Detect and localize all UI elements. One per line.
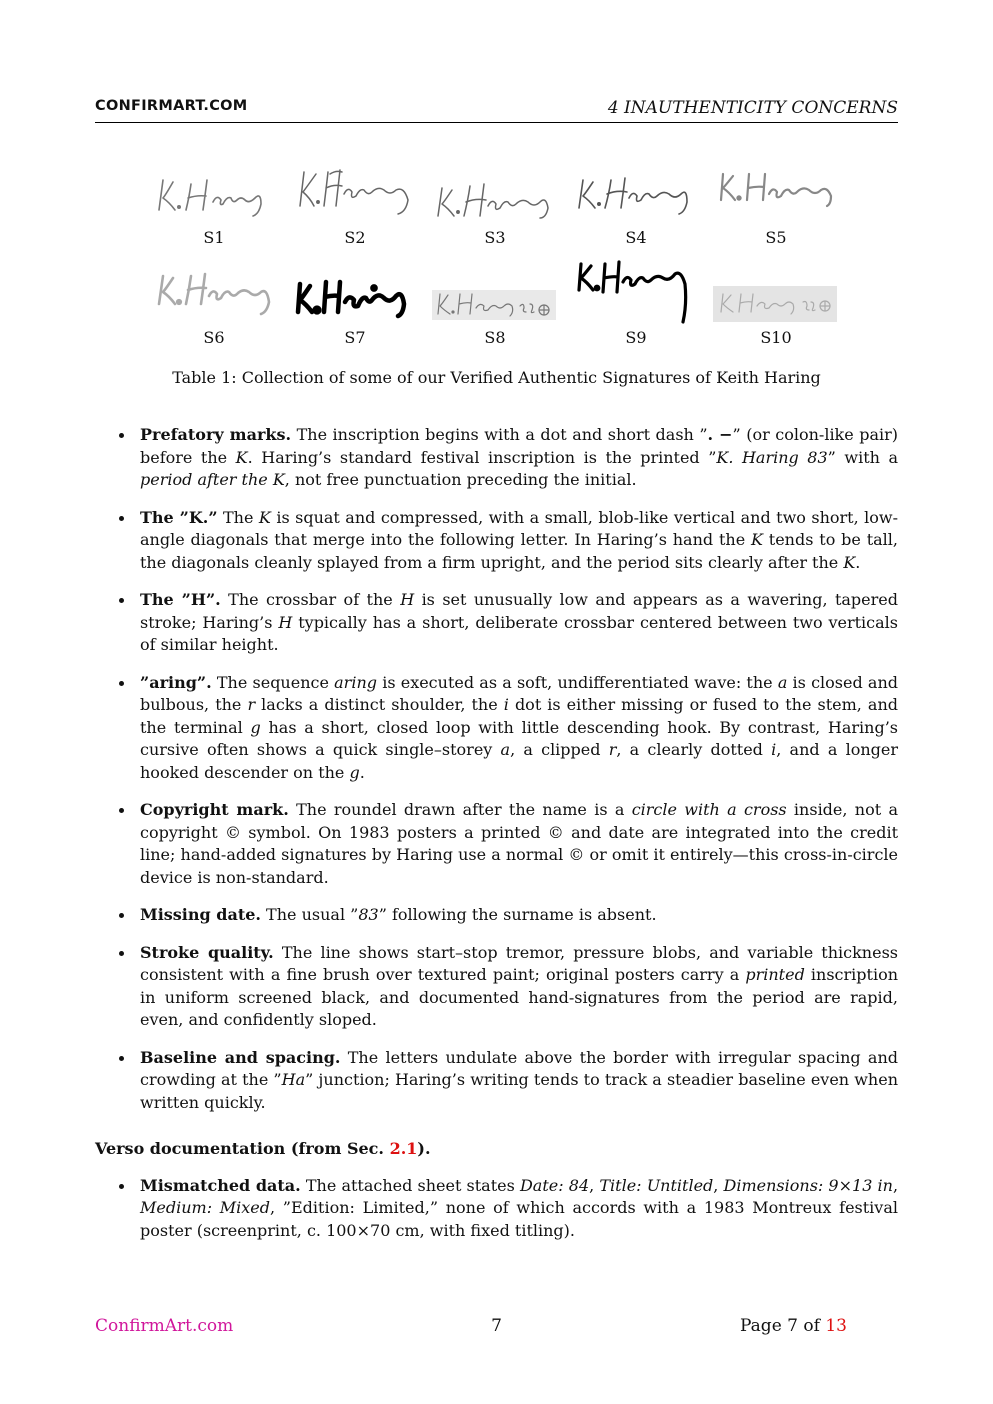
item-text: The sequence	[211, 672, 335, 692]
signature-image	[430, 260, 560, 324]
signature-cell	[567, 260, 705, 347]
signature-label: S1	[203, 228, 225, 247]
item-text: g	[349, 762, 360, 782]
signature-cell	[286, 160, 424, 247]
list-item	[95, 672, 898, 785]
signature-cell	[567, 160, 705, 247]
item-text: r	[247, 695, 256, 714]
item-text: ” with a	[827, 447, 898, 467]
signature-label: S8	[484, 328, 506, 347]
item-text: r	[608, 740, 617, 759]
signature-cell	[286, 260, 424, 347]
item-text: ,	[713, 1175, 724, 1195]
item-title: Mismatched data.	[140, 1175, 301, 1195]
item-text: has a short, closed loop with little descending hook. By contrast, Haring’s cursive often shows a quick single–storey	[140, 717, 899, 759]
section-title: 4 INAUTHENTICITY CONCERNS	[607, 98, 898, 118]
item-text: dot is either missing or fused to the stem, and the terminal	[140, 695, 899, 737]
item-text: lacks a distinct shoulder, the	[255, 695, 504, 714]
page-count-prefix: Page 7 of	[740, 1316, 826, 1336]
signature-cell	[145, 160, 283, 247]
item-text: The inscription begins with a dot and short dash ”	[291, 425, 708, 444]
item-text: , and a longer hooked descender on the	[140, 740, 898, 782]
signature-image	[711, 260, 841, 324]
verso-heading	[95, 1138, 898, 1161]
item-text: The attached sheet states	[300, 1175, 520, 1195]
item-title: The ”H”.	[140, 590, 221, 609]
signature-label: S6	[203, 328, 225, 347]
list-item	[95, 904, 898, 927]
total-pages-link[interactable]: 13	[825, 1316, 847, 1336]
item-text: .	[359, 762, 365, 782]
item-text: K. Haring 83	[716, 447, 828, 467]
list-item	[95, 1175, 898, 1243]
item-text: ,	[892, 1175, 899, 1195]
item-title: The ”K.”	[140, 507, 218, 527]
section-reference-link[interactable]: 2.1	[389, 1139, 418, 1158]
verso-list	[95, 1175, 898, 1243]
signature-cell	[707, 160, 845, 247]
item-title: Missing date.	[140, 905, 261, 924]
item-text: inside, not a copyright © symbol. On 1983 posters a printed © and date are integrated into the credit line; hand-added signatures by Haring use a normal © or omit it entirely—this cross-in-circle device is non-standard.	[140, 800, 898, 887]
item-text: Ha	[281, 1070, 306, 1089]
item-text: The roundel drawn after the name is a	[288, 800, 632, 819]
signature-label: S2	[344, 228, 366, 247]
item-text: The	[217, 507, 259, 527]
list-item	[95, 942, 898, 1032]
page-number: 7	[491, 1316, 502, 1336]
item-text: inscription in uniform screened black, and documented hand-signatures from the period are rapid, even, and confidently sloped.	[140, 965, 899, 1029]
item-text: K	[751, 530, 763, 549]
page-count	[740, 1316, 847, 1336]
list-item	[95, 1047, 898, 1115]
item-text: ,	[589, 1175, 600, 1195]
item-text: ” junction; Haring’s writing tends to track a steadier baseline even when written quickly.	[140, 1070, 899, 1112]
concerns-list	[95, 424, 898, 1114]
item-text: The letters undulate above the border with irregular spacing and crowding at the ”	[140, 1047, 898, 1089]
item-text: is executed as a soft, undifferentiated wave: the	[377, 672, 778, 692]
list-item	[95, 589, 898, 657]
signature-label: S5	[765, 228, 787, 247]
signature-image	[149, 260, 279, 324]
footer-site-link[interactable]: ConfirmArt.com	[95, 1316, 234, 1336]
item-text: is set unusually low and appears as a wavering, tapered stroke; Haring’s	[140, 590, 898, 632]
item-text: K	[843, 552, 856, 572]
signature-label: S4	[625, 228, 647, 247]
list-item	[95, 799, 898, 889]
item-text: K	[235, 447, 248, 467]
signature-label: S7	[344, 328, 366, 347]
signature-label: S3	[484, 228, 506, 247]
item-text: ” (or colon-like pair) before the	[140, 425, 899, 467]
item-text: tends to be tall, the diagonals cleanly splayed from a firm upright, and the period sits clearly after the	[140, 530, 899, 572]
signature-cell	[707, 260, 845, 347]
item-text: .	[855, 552, 861, 572]
item-text: ” following the surname is absent.	[378, 905, 657, 924]
site-logo[interactable]: CONFIRMART.COM	[95, 98, 248, 114]
item-text: , a clearly dotted	[616, 740, 772, 759]
item-text: , ”Edition: Limited,” none of which accords with a 1983 Montreux festival poster (screenprint, c. 100×70 cm, with fixed titling).	[140, 1198, 898, 1240]
signature-image	[430, 160, 560, 224]
item-text: typically has a short, deliberate crossbar centered between two verticals of similar height.	[140, 612, 899, 654]
verso-heading-end: ).	[417, 1139, 431, 1158]
signature-image	[290, 160, 420, 224]
main-content	[95, 424, 898, 1257]
item-text: Title: Untitled	[599, 1175, 714, 1195]
list-item	[95, 507, 898, 575]
item-text: H	[278, 612, 293, 632]
item-text: Dimensions: 9×13 in	[723, 1175, 893, 1195]
item-title: ”aring”.	[140, 672, 212, 692]
signature-image	[149, 160, 279, 224]
item-text: period after the K	[140, 470, 285, 489]
verso-heading-text: Verso documentation (from Sec.	[95, 1139, 390, 1158]
item-text: . Haring’s standard festival inscription is the printed ”	[247, 447, 717, 467]
item-title: Baseline and spacing.	[140, 1047, 341, 1067]
item-text: i	[771, 740, 777, 759]
table-caption: Table 1: Collection of some of our Verified Authentic Signatures of Keith Haring	[172, 368, 821, 387]
page-header	[95, 96, 898, 123]
signature-label: S10	[760, 328, 792, 347]
item-text: is closed and bulbous, the	[140, 672, 898, 714]
item-text: aring	[334, 672, 377, 692]
item-text: The crossbar of the	[220, 590, 401, 609]
item-text: 83	[358, 905, 379, 924]
signature-cell	[426, 260, 564, 347]
item-text: Medium: Mixed	[140, 1198, 271, 1217]
item-text: K	[258, 507, 271, 527]
item-text: H	[400, 590, 415, 609]
signature-cell	[145, 260, 283, 347]
signature-image	[571, 160, 701, 224]
item-title: Prefatory marks.	[140, 425, 292, 444]
signature-cell	[426, 160, 564, 247]
item-text: The usual ”	[260, 905, 359, 924]
item-text: The line shows start–stop tremor, pressure blobs, and variable thickness consistent with a fine brush over textured paint; original posters carry a	[140, 942, 899, 984]
item-text: circle with a cross	[631, 800, 787, 819]
item-text: , a clipped	[510, 740, 609, 759]
item-title: Stroke quality.	[140, 942, 274, 962]
item-text: is squat and compressed, with a small, blob-like vertical and two short, low-angle diagonals that merge into the following letter. In Haring’s hand the	[140, 507, 899, 549]
item-text: g	[250, 717, 261, 737]
item-text: . −	[707, 425, 733, 444]
item-text: , not free punctuation preceding the initial.	[284, 470, 637, 489]
item-text: a	[777, 672, 788, 692]
item-text: Date: 84	[519, 1175, 590, 1195]
signature-image	[571, 260, 701, 324]
item-title: Copyright mark.	[140, 800, 289, 819]
signature-image	[290, 260, 420, 324]
item-text: i	[503, 695, 509, 714]
signature-label: S9	[625, 328, 647, 347]
signature-image	[711, 160, 841, 224]
item-text: printed	[745, 965, 805, 984]
list-item	[95, 424, 898, 492]
item-text: a	[500, 740, 511, 759]
